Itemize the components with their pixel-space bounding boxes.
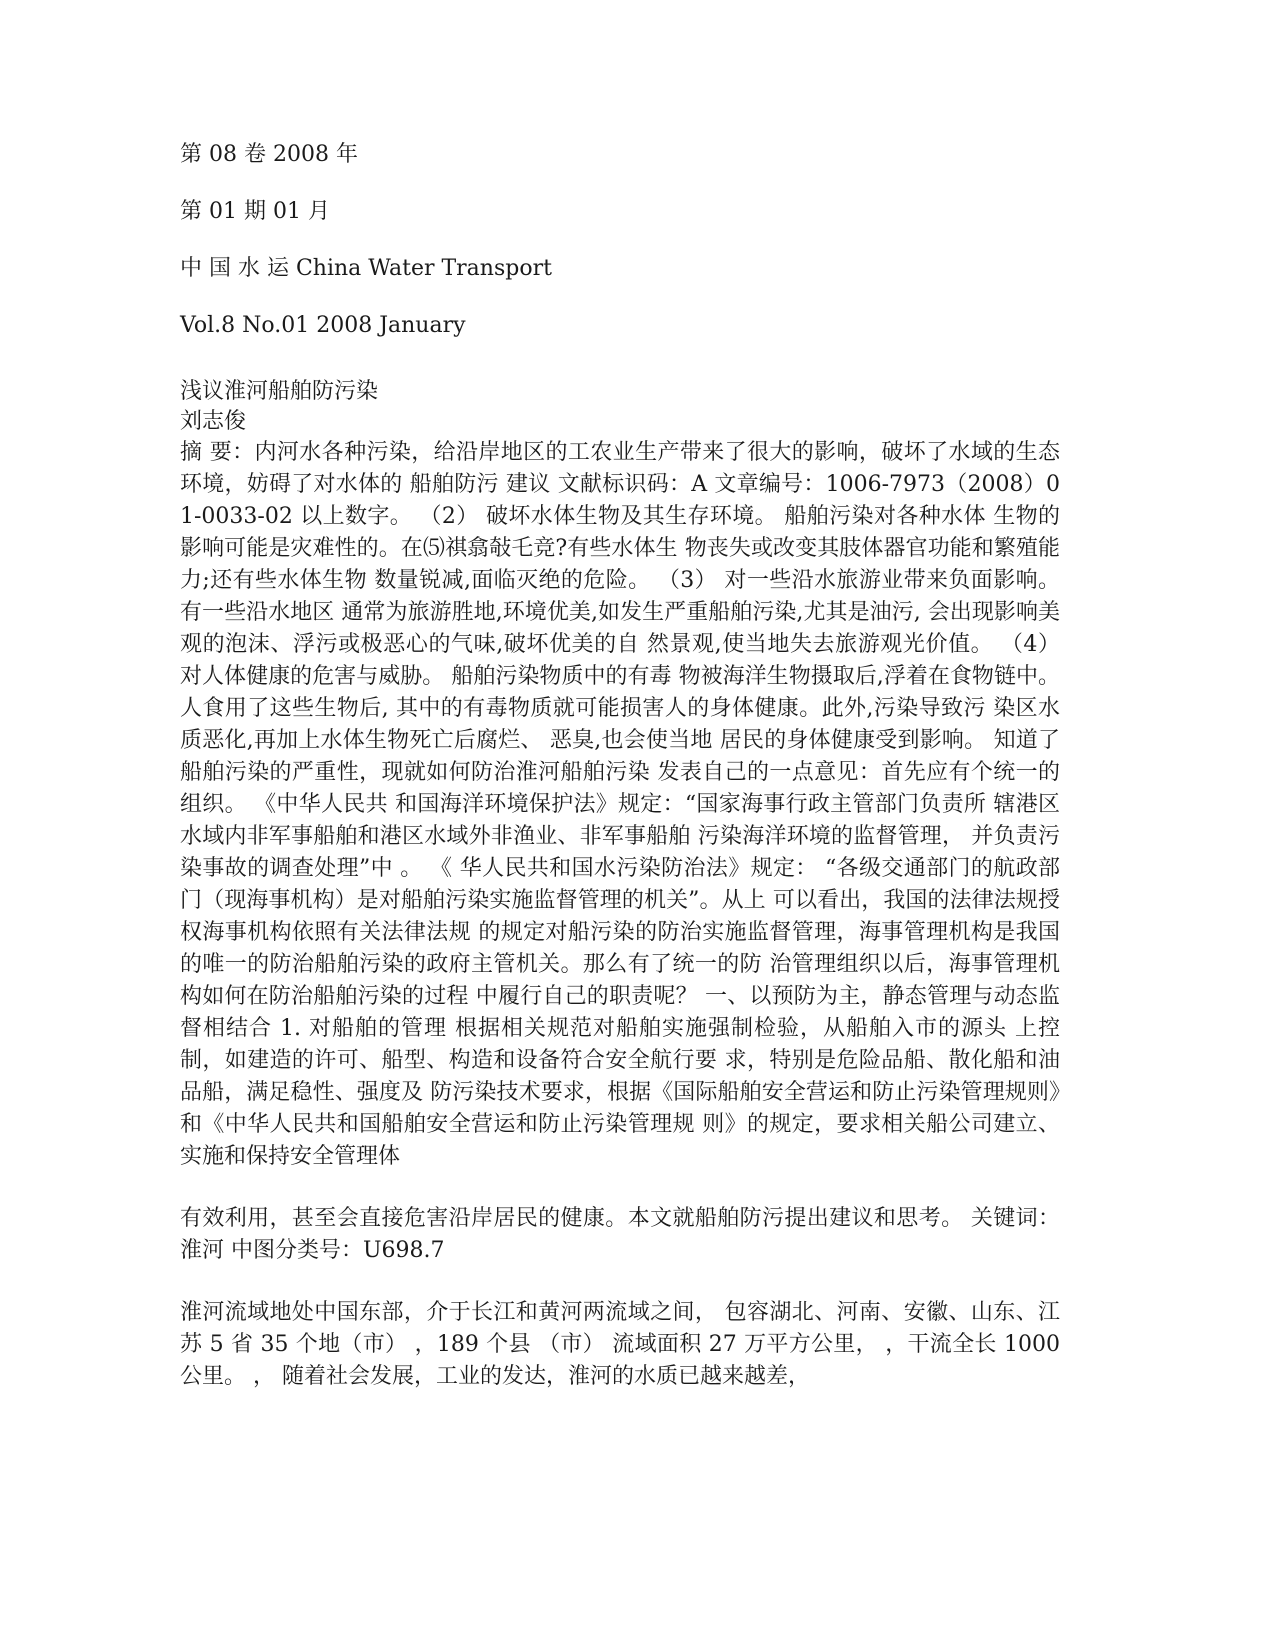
document-page bbox=[180, 140, 1060, 1393]
volume-year: 第 08 卷 2008 年 bbox=[180, 142, 358, 167]
journal-english-issue: Vol.8 No.01 2008 January bbox=[180, 313, 466, 338]
issue-month: 第 01 期 01 月 bbox=[180, 199, 330, 224]
article-title: 浅议淮河船舶防污染 bbox=[180, 379, 379, 404]
abstract-continuation: 有效利用，甚至会直接危害沿岸居民的健康。本文就船舶防污提出建议和思考。 关键词：淮河 中图分类号：U698.7 bbox=[180, 1206, 1060, 1263]
paragraph-spacer bbox=[180, 1173, 1060, 1203]
article-author: 刘志俊 bbox=[180, 409, 247, 434]
intro-paragraph: 淮河流域地处中国东部，介于长江和黄河两流域之间， 包容湖北、河南、安徽、山东、江苏 5 省 35 个地（市） ，189 个县 （市） 流域面积 27 万平方公里， ，干流全长 1000 公里。 ， 随着社会发展，工业的发达，淮河的水质已越来越差， bbox=[180, 1300, 1060, 1389]
abstract-paragraph: 摘 要：内河水各种污染，给沿岸地区的工农业生产带来了很大的影响，破坏了水域的生态环境，妨碍了对水体的 船舶防污 建议 文献标识码：A 文章编号：1006-7973（2008）01-0033-02 以上数字。 （2） 破坏水体生物及其生存环境。 船舶污染对各种水体 生物的影响可能是灾难性的。在⑸祺翕敧乇竞?有些水体生 物丧失或改变其肢体器官功能和繁殖能力;还有些水体生物 数量锐减,面临灭绝的危险。 （3） 对一些沿水旅游业带来负面影响。 有一些沿水地区 通常为旅游胜地,环境优美,如发生严重船舶污染,尤其是油污, 会出现影响美观的泡沫、浮污或极恶心的气味,破坏优美的自 然景观,使当地失去旅游观光价值。 （4） 对人体健康的危害与威胁。 船舶污染物质中的有毒 物被海洋生物摄取后,浮着在食物链中。 人食用了这些生物后, 其中的有毒物质就可能损害人的身体健康。此外,污染导致污 染区水质恶化,再加上水体生物死亡后腐烂、 恶臭,也会使当地 居民的身体健康受到影响。 知道了船舶污染的严重性，现就如何防治淮河船舶污染 发表自己的一点意见：首先应有个统一的组织。 《中华人民共 和国海洋环境保护法》规定：“国家海事行政主管部门负责所 辖港区水域内非军事船舶和港区水域外非渔业、非军事船舶 污染海洋环境的监督管理， 并负责污染事故的调查处理”中 。 《 华人民共和国水污染防治法》规定： “各级交通部门的航政部 门（现海事机构）是对船舶污染实施监督管理的机关”。从上 可以看出，我国的法律法规授权海事机构依照有关法律法规 的规定对船污染的防治实施监督管理，海事管理机构是我国 的唯一的防治船舶污染的政府主管机关。那么有了统一的防 治管理组织以后，海事管理机构如何在防治船舶污染的过程 中履行自己的职责呢？ 一、以预防为主，静态管理与动态监督相结合 1. 对船舶的管理 根据相关规范对船舶实施强制检验，从船舶入市的源头 上控制，如建造的许可、船型、构造和设备符合安全航行要 求，特别是危险品船、散化船和油品船，满足稳性、强度及 防污染技术要求，根据《国际船舶安全营运和防止污染管理规则》和《中华人民共和国船舶安全营运和防止污染管理规 则》的规定，要求相关船公司建立、实施和保持安全管理体 bbox=[180, 440, 1060, 1169]
journal-name: 中 国 水 运 China Water Transport bbox=[180, 256, 552, 281]
paragraph-spacer bbox=[180, 1267, 1060, 1297]
